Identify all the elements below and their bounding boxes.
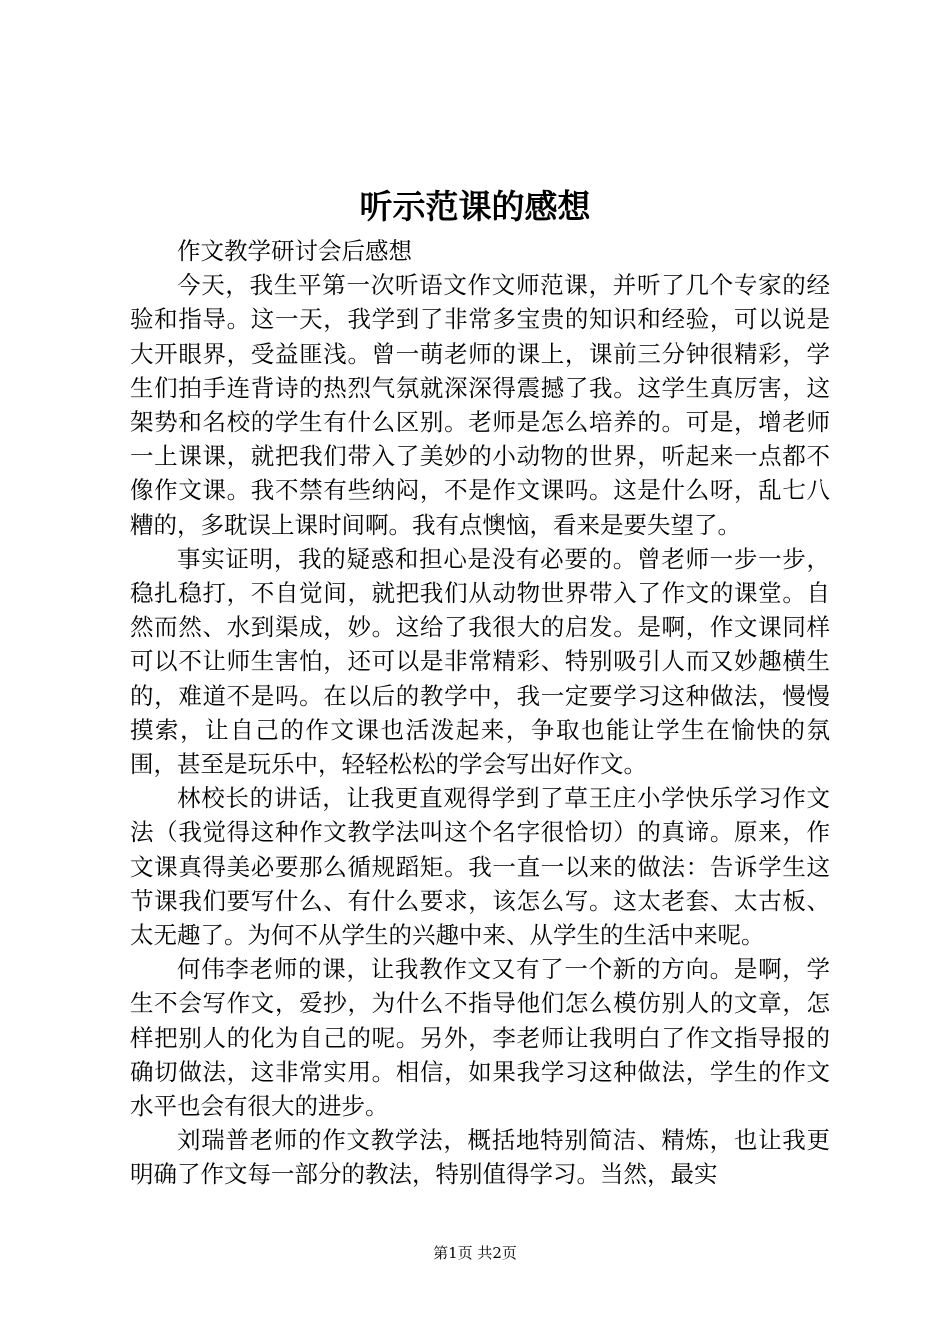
page-number-footer: 第1页 共2页 <box>433 1244 517 1262</box>
paragraph: 何伟李老师的课，让我教作文又有了一个新的方向。是啊，学生不会写作文，爱抄，为什么不指导他们怎么模仿别人的文章，怎样把别人的化为自己的呢。另外，李老师让我明白了作文指导报的确切做法，这非常实用。相信，如果我学习这种做法，学生的作文水平也会有很大的进步。 <box>130 955 830 1121</box>
paragraph: 刘瑞普老师的作文教学法，概括地特别简洁、精炼，也让我更明确了作文每一部分的教法，特别值得学习。当然，最实 <box>130 1126 830 1189</box>
paragraph-subtitle: 作文教学研讨会后感想 <box>177 237 412 265</box>
document-body <box>130 234 830 1192</box>
page-title: 听示范课的感想 <box>359 187 591 226</box>
paragraph: 事实证明，我的疑惑和担心是没有必要的。曾老师一步一步，稳扎稳打，不自觉间，就把我们从动物世界带入了作文的课堂。自然而然、水到渠成，妙。这给了我很大的启发。是啊，作文课同样可以不让师生害怕，还可以是非常精彩、特别吸引人而又妙趣横生的，难道不是吗。在以后的教学中，我一定要学习这种做法，慢慢摸索，让自己的作文课也活泼起来，争取也能让学生在愉快的氛围，甚至是玩乐中，轻轻松松的学会写出好作文。 <box>130 544 830 779</box>
paragraph: 林校长的讲话，让我更直观得学到了草王庄小学快乐学习作文法（我觉得这种作文教学法叫这个名字很恰切）的真谛。原来，作文课真得美必要那么循规蹈矩。我一直一以来的做法：告诉学生这节课我们要写什么、有什么要求，该怎么写。这太老套、太古板、太无趣了。为何不从学生的兴趣中来、从学生的生活中来呢。 <box>130 784 830 950</box>
paragraph: 今天，我生平第一次听语文作文师范课，并听了几个专家的经验和指导。这一天，我学到了非常多宝贵的知识和经验，可以说是大开眼界，受益匪浅。曾一萌老师的课上，课前三分钟很精彩，学生们拍手连背诗的热烈气氛就深深得震撼了我。这学生真厉害，这架势和名校的学生有什么区别。老师是怎么培养的。可是，增老师一上课课，就把我们带入了美妙的小动物的世界，听起来一点都不像作文课。我不禁有些纳闷，不是作文课吗。这是什么呀，乱七八糟的，多耽误上课时间啊。我有点懊恼，看来是要失望了。 <box>130 271 830 539</box>
